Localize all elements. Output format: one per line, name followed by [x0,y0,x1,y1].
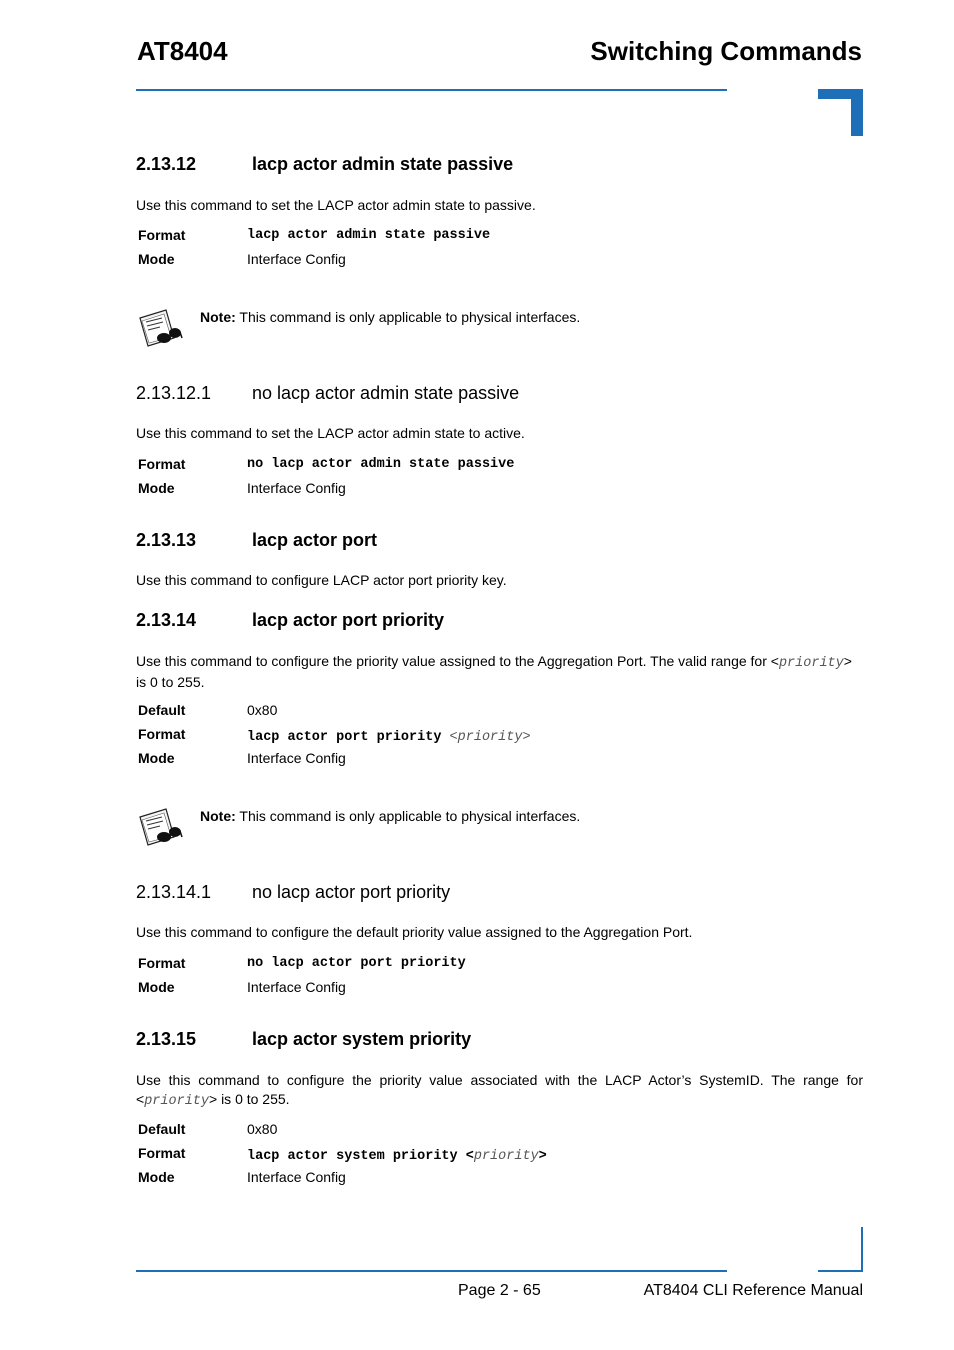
mode-label: Mode [138,979,175,995]
format-parameter: <priority> [449,730,531,745]
description-text: > is 0 to 255. [136,653,852,690]
parameter-name: priority [144,1094,209,1109]
format-label: Format [138,955,186,971]
page-number: Page 2 - 65 [458,1282,541,1299]
format-label: Format [138,227,186,243]
mode-value: Interface Config [247,979,346,995]
default-value: 0x80 [247,1121,278,1137]
format-value: no lacp actor admin state passive [247,457,515,472]
mode-label: Mode [138,480,175,496]
format-command: lacp actor port priority [247,730,450,745]
footer-corner-mark [818,1270,863,1272]
manual-title: AT8404 CLI Reference Manual [643,1282,863,1299]
note-text [200,309,580,325]
format-label: Format [138,1145,186,1161]
default-label: Default [138,1121,186,1137]
mode-label: Mode [138,750,175,766]
format-label: Format [138,456,186,472]
note-label: Note: [200,309,236,325]
section-description: Use this command to set the LACP actor admin state to passive. [136,197,536,213]
format-value [247,727,531,745]
section-number: 2.13.14.1 [136,882,212,902]
note-icon [136,308,184,352]
section-description: Use this command to configure LACP actor port priority key. [136,572,507,588]
section-title: no lacp actor admin state passive [252,383,520,403]
description-text: > is 0 to 255. [209,1091,290,1107]
section-heading-2-13-14-1 [136,882,450,903]
header-rule [136,89,727,91]
section-description: Use this command to set the LACP actor admin state to active. [136,425,525,441]
section-number: 2.13.12 [136,154,197,174]
format-command: lacp actor system priority < [247,1149,474,1164]
header-corner-mark-vertical [851,89,863,136]
section-number: 2.13.13 [136,530,197,550]
description-text: Use this command to configure the priority value assigned to the Aggregation Port. The valid range for < [136,653,779,669]
mode-value: Interface Config [247,750,346,766]
section-title: lacp actor port priority [252,610,445,630]
note-icon [136,807,184,851]
section-title: lacp actor system priority [252,1029,472,1049]
section-number: 2.13.15 [136,1029,197,1049]
footer-rule [136,1270,727,1272]
section-heading-2-13-14 [136,610,444,631]
parameter-name: priority [778,656,844,671]
mode-label: Mode [138,1169,175,1185]
note-body: This command is only applicable to physical interfaces. [239,309,581,325]
section-title: lacp actor admin state passive [252,154,514,174]
note-text [200,808,580,824]
section-title: lacp actor port [252,530,378,550]
section-description: Use this command to configure the default priority value assigned to the Aggregation Port. [136,924,693,940]
mode-value: Interface Config [247,1169,346,1185]
section-heading-2-13-12 [136,154,513,175]
note-body: This command is only applicable to physical interfaces. [239,808,581,824]
section-title: no lacp actor port priority [252,882,451,902]
default-label: Default [138,702,186,718]
format-command-end: > [538,1149,547,1164]
section-heading-2-13-15 [136,1029,471,1050]
mode-value: Interface Config [247,251,346,267]
format-label: Format [138,726,186,742]
mode-value: Interface Config [247,480,346,496]
section-description [136,652,863,692]
header-product: AT8404 [137,36,228,66]
default-value: 0x80 [247,702,278,718]
note-label: Note: [200,808,236,824]
format-value: lacp actor admin state passive [247,228,491,243]
section-number: 2.13.12.1 [136,383,212,403]
description-text: Use this command to configure the priority value associated with the LACP Actor’s SystemID. The range for < [136,1072,863,1107]
mode-label: Mode [138,251,175,267]
format-parameter: priority [473,1149,539,1164]
section-number: 2.13.14 [136,610,197,630]
header-chapter: Switching Commands [590,36,862,66]
footer-corner-mark-vertical [861,1227,863,1272]
format-value [247,1146,547,1164]
section-heading-2-13-13 [136,530,377,551]
section-description [136,1071,863,1111]
format-value: no lacp actor port priority [247,956,466,971]
section-heading-2-13-12-1 [136,383,519,404]
